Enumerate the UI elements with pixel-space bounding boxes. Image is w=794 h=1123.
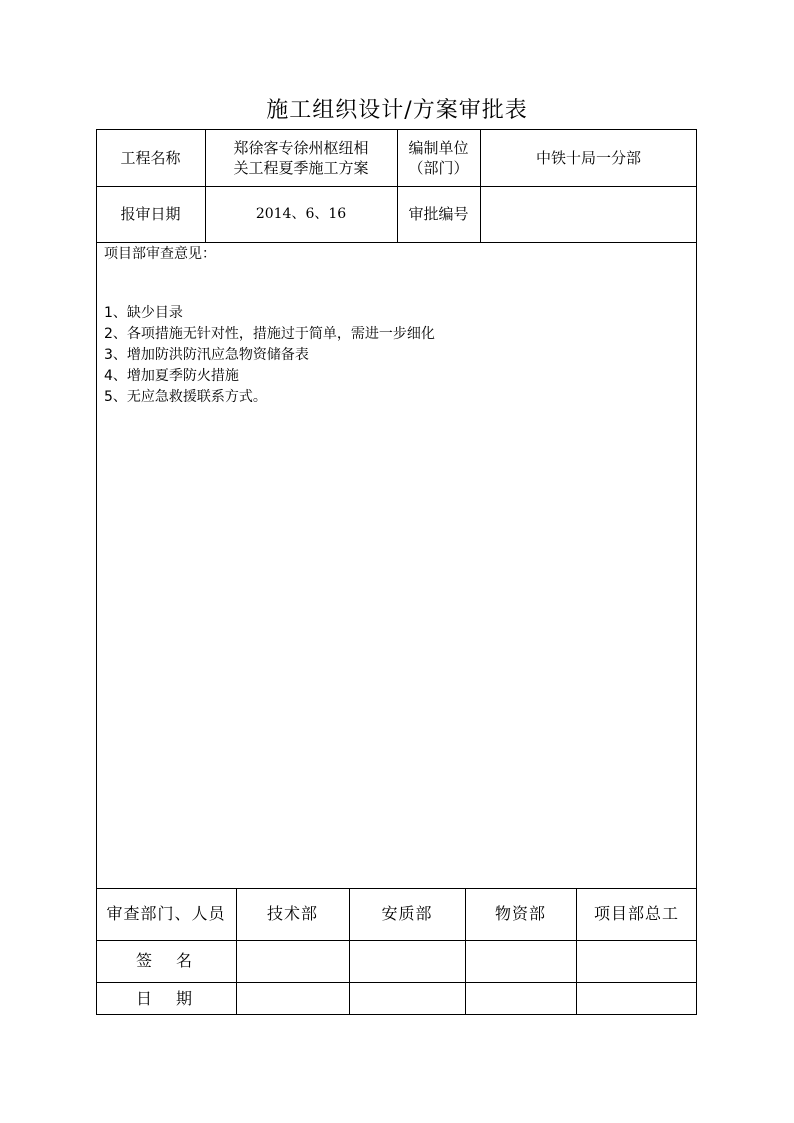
date-field-materials[interactable] xyxy=(465,982,576,1015)
dept-technical: 技术部 xyxy=(266,904,318,923)
comments-heading: 项目部审查意见： xyxy=(104,246,216,262)
unit-value: 中铁十局一分部 xyxy=(535,148,641,167)
approval-no-label: 审批编号 xyxy=(408,205,469,223)
dept-chief-engineer: 项目部总工 xyxy=(593,904,679,923)
review-dept-label: 审查部门、人员 xyxy=(106,904,226,923)
list-item: 4、增加夏季防火措施 xyxy=(104,368,239,384)
date-value: 2014、6、16 xyxy=(255,206,347,222)
list-item: 2、各项措施无针对性，措施过于简单，需进一步细化 xyxy=(104,326,435,342)
list-item: 3、增加防洪防汛应急物资储备表 xyxy=(104,347,309,363)
date-field-technical[interactable] xyxy=(236,982,349,1015)
signature-field-materials[interactable] xyxy=(465,940,576,982)
project-name-value xyxy=(205,129,397,186)
list-item: 5、无应急救援联系方式。 xyxy=(104,389,267,405)
dept-materials: 物资部 xyxy=(494,904,546,923)
project-name-line1: 郑徐客专徐州枢纽相 xyxy=(233,138,369,157)
signature-field-safety-quality[interactable] xyxy=(349,940,465,982)
date-field-chief-engineer[interactable] xyxy=(576,982,697,1015)
dept-safety-quality: 安质部 xyxy=(381,904,433,923)
signature-field-chief-engineer[interactable] xyxy=(576,940,697,982)
comments-list xyxy=(104,303,435,408)
date-label: 报审日期 xyxy=(120,205,181,223)
date-field-safety-quality[interactable] xyxy=(349,982,465,1015)
page-title: 施工组织设计/方案审批表 xyxy=(266,98,528,123)
approval-no-value xyxy=(480,186,697,242)
project-name-label: 工程名称 xyxy=(120,148,181,167)
unit-label: 编制单位 （部门） xyxy=(408,138,469,177)
list-item: 1、缺少目录 xyxy=(104,305,183,321)
review-date-label: 日 期 xyxy=(135,988,196,1008)
signature-label: 签 名 xyxy=(135,951,196,970)
project-name-line2: 关工程夏季施工方案 xyxy=(233,158,369,177)
signature-field-technical[interactable] xyxy=(236,940,349,982)
